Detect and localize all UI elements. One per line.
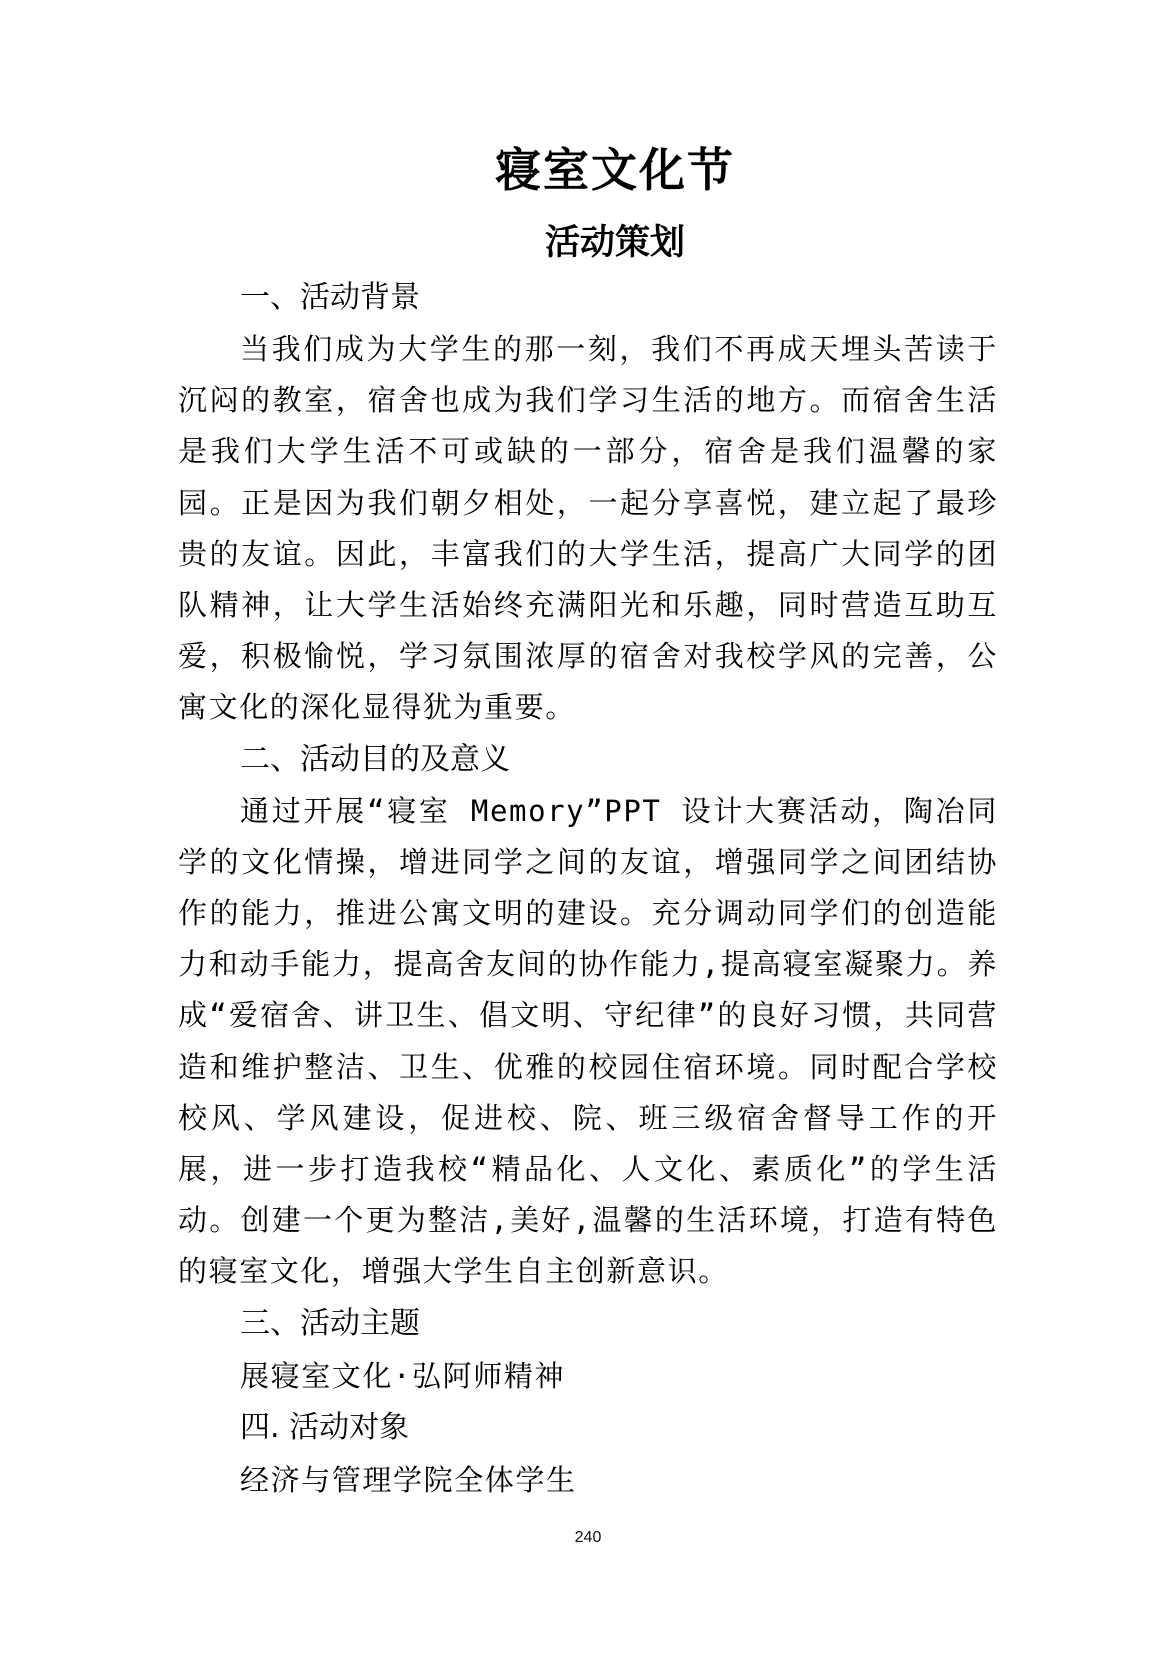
section-paragraph-background: 当我们成为大学生的那一刻，我们不再成天埋头苦读于沉闷的教室，宿舍也成为我们学习生活的地方。而宿舍生活是我们大学生活不可或缺的一部分，宿舍是我们温馨的家园。正是因为我们朝夕相处，一起分享喜悦，建立起了最珍贵的友谊。因此，丰富我们的大学生活，提高广大同学的团队精神，让大学生活始终充满阳光和乐趣，同时营造互助互爱，积极愉悦，学习氛围浓厚的宿舍对我校学风的完善，公寓文化的深化显得犹为重要。 — [178, 332, 998, 725]
document-body — [178, 272, 998, 1506]
section-heading-background: 一、活动背景 — [240, 280, 420, 315]
document-subtitle: 活动策划 — [544, 222, 685, 263]
section-text-audience: 经济与管理学院全体学生 — [240, 1462, 577, 1497]
section-heading-theme: 三、活动主题 — [240, 1305, 420, 1341]
document-title: 寝室文化节 — [495, 143, 735, 197]
section-heading-purpose: 二、活动目的及意义 — [240, 741, 510, 777]
section-heading-audience: 四. 活动对象 — [240, 1409, 410, 1445]
section-paragraph-purpose: 通过开展“寝室 Memory”PPT 设计大赛活动，陶冶同学的文化情操，增进同学之间的友谊，增强同学之间团结协作的能力，推进公寓文明的建设。充分调动同学们的创造能力和动手能力，提高舍友间的协作能力,提高寝室凝聚力。养成“爱宿舍、讲卫生、倡文明、守纪律”的良好习惯，共同营造和维护整洁、卫生、优雅的校园住宿环境。同时配合学校校风、学风建设，促进校、院、班三级宿舍督导工作的开展，进一步打造我校“精品化、人文化、素质化”的学生活动。创建一个更为整洁,美好,温馨的生活环境，打造有特色的寝室文化，增强大学生自主创新意识。 — [178, 793, 998, 1289]
page-number: 240 — [574, 1529, 602, 1546]
section-text-theme: 展寝室文化·弘阿师精神 — [240, 1358, 566, 1393]
